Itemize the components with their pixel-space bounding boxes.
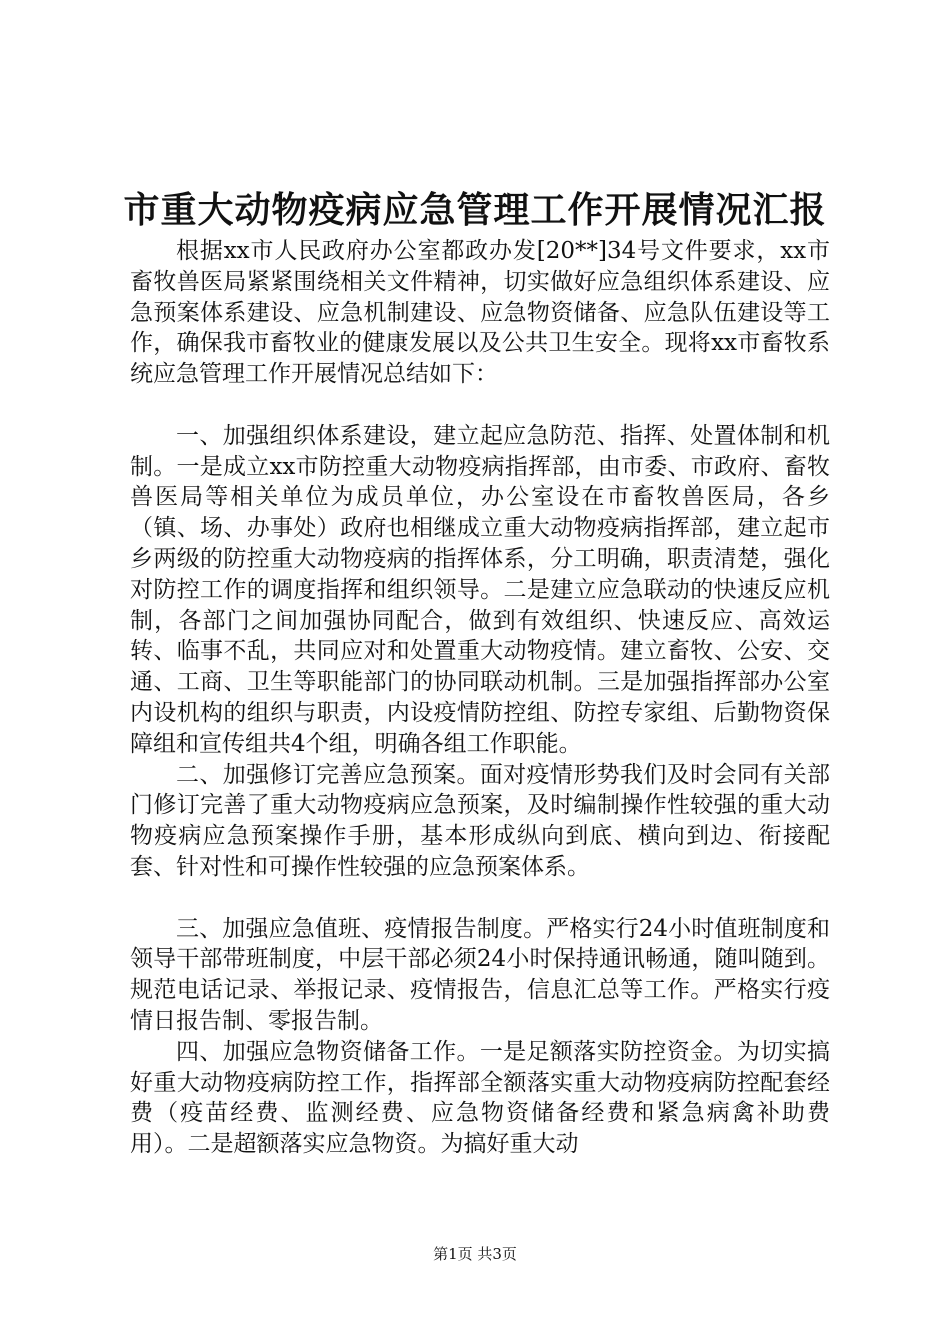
paragraph-intro: 根据xx市人民政府办公室都政办发[20**]34号文件要求，xx市畜牧兽医局紧紧围绕相关文件精神，切实做好应急组织体系建设、应急预案体系建设、应急机制建设、应急物资储备、应急队伍建设等工作，确保我市畜牧业的健康发展以及公共卫生安全。现将xx市畜牧系统应急管理工作开展情况总结如下： [130,238,830,388]
paragraph-spacer [130,883,830,914]
document-title: 市重大动物疫病应急管理工作开展情况汇报 [123,189,827,231]
paragraph-section-4: 四、加强应急物资储备工作。一是足额落实防控资金。为切实搞好重大动物疫病防控工作，指挥部全额落实重大动物疫病防控配套经费（疫苗经费、监测经费、应急物资储备经费和紧急病禽补助费用）。二是超额落实应急物资。为搞好重大动 [130,1038,830,1158]
page-number-footer: 第1页 共3页 [433,1245,517,1263]
paragraph-spacer [130,390,830,421]
paragraph-section-1: 一、加强组织体系建设，建立起应急防范、指挥、处置体制和机制。一是成立xx市防控重大动物疫病指挥部，由市委、市政府、畜牧兽医局等相关单位为成员单位，办公室设在市畜牧兽医局，各乡（镇、场、办事处）政府也相继成立重大动物疫病指挥部，建立起市乡两级的防控重大动物疫病的指挥体系，分工明确，职责清楚，强化对防控工作的调度指挥和组织领导。二是建立应急联动的快速反应机制，各部门之间加强协同配合，做到有效组织、快速反应、高效运转、临事不乱，共同应对和处置重大动物疫情。建立畜牧、公安、交通、工商、卫生等职能部门的协同联动机制。三是加强指挥部办公室内设机构的组织与职责，内设疫情防控组、防控专家组、后勤物资保障组和宣传组共4个组，明确各组工作职能。 [130,422,830,757]
paragraph-section-3: 三、加强应急值班、疫情报告制度。严格实行24小时值班制度和领导干部带班制度，中层干部必须24小时保持通讯畅通，随叫随到。规范电话记录、举报记录、疫情报告，信息汇总等工作。严格实行疫情日报告制、零报告制。 [130,915,830,1034]
paragraph-section-2: 二、加强修订完善应急预案。面对疫情形势我们及时会同有关部门修订完善了重大动物疫病应急预案，及时编制操作性较强的重大动物疫病应急预案操作手册，基本形成纵向到底、横向到边、衔接配套、针对性和可操作性较强的应急预案体系。 [130,761,830,880]
document-body [130,236,830,1160]
